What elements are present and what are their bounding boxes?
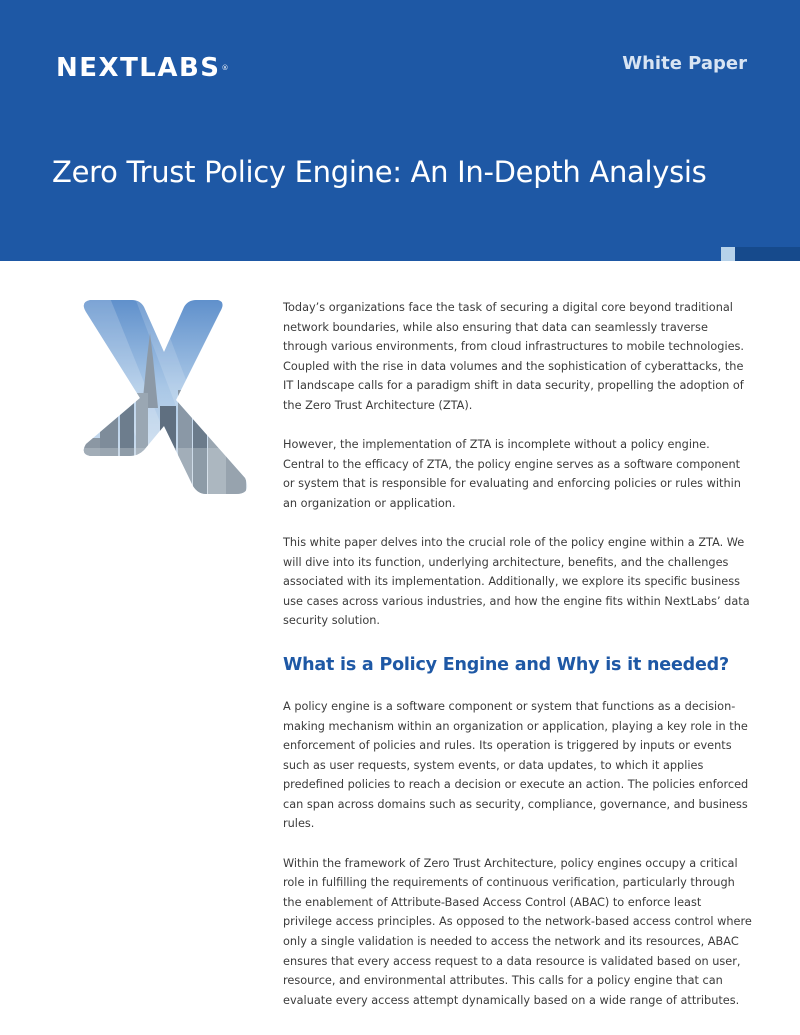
document-type-label: White Paper bbox=[622, 53, 747, 74]
intro-paragraph-3: This white paper delves into the crucial role of the policy engine within a ZTA. We will dive into its function, underlying architecture, benefits, and the challenges associated with its implementation. Additionally, we explore its specific business use cases across various industries, and how the engine fits within NextLabs’ data security solution. bbox=[283, 535, 750, 628]
accent-bar-dark bbox=[735, 247, 800, 261]
section-paragraph-2: Within the framework of Zero Trust Architecture, policy engines occupy a critical role in fulfilling the requirements of continuous verification, particularly through the enablement of Attribute-Based Access Control (ABAC) to enforce least privilege access principles. As opposed to the network-based access control where only a single validation is needed to access the network and its resources, ABAC ensures that every access request to a data resource is validated based on user, resource, and environmental attributes. This calls for a policy engine that can evaluate every access attempt dynamically based on a wide range of attributes. bbox=[283, 856, 752, 1007]
section-paragraph-1: A policy engine is a software component or system that functions as a decision-making mechanism within an organization or application, playing a key role in the enforcement of policies and rules. Its operation is triggered by inputs or events such as user requests, system events, or data updates, to which it applies predefined policies to reach a decision or execute an action. The policies enforced can span across domains such as security, compliance, governance, and business rules. bbox=[283, 699, 749, 831]
main-content bbox=[283, 298, 753, 1030]
registered-mark: ® bbox=[221, 64, 229, 72]
intro-paragraph-2: However, the implementation of ZTA is incomplete without a policy engine. Central to the efficacy of ZTA, the policy engine serves as a software component or system that is responsible for evaluating and enforcing policies or rules within an organization or application. bbox=[283, 438, 741, 510]
logo-text: NEXTLABS bbox=[56, 53, 221, 83]
intro-paragraph-1: Today’s organizations face the task of securing a digital core beyond traditional network boundaries, while also ensuring that data can seamlessly traverse through various environments, from cloud infrastructures to mobile technologies. Coupled with the rise in data volumes and the sophistication of cyberattacks, the IT landscape calls for a paradigm shift in data security, propelling the adoption of the Zero Trust Architecture (ZTA). bbox=[283, 301, 745, 412]
nextlabs-logo bbox=[56, 53, 229, 83]
page-title: Zero Trust Policy Engine: An In-Depth Analysis bbox=[52, 155, 707, 189]
accent-square-light bbox=[721, 247, 735, 261]
section-heading: What is a Policy Engine and Why is it needed? bbox=[283, 654, 729, 675]
header-banner bbox=[0, 0, 800, 261]
x-cityscape-icon bbox=[80, 298, 250, 496]
